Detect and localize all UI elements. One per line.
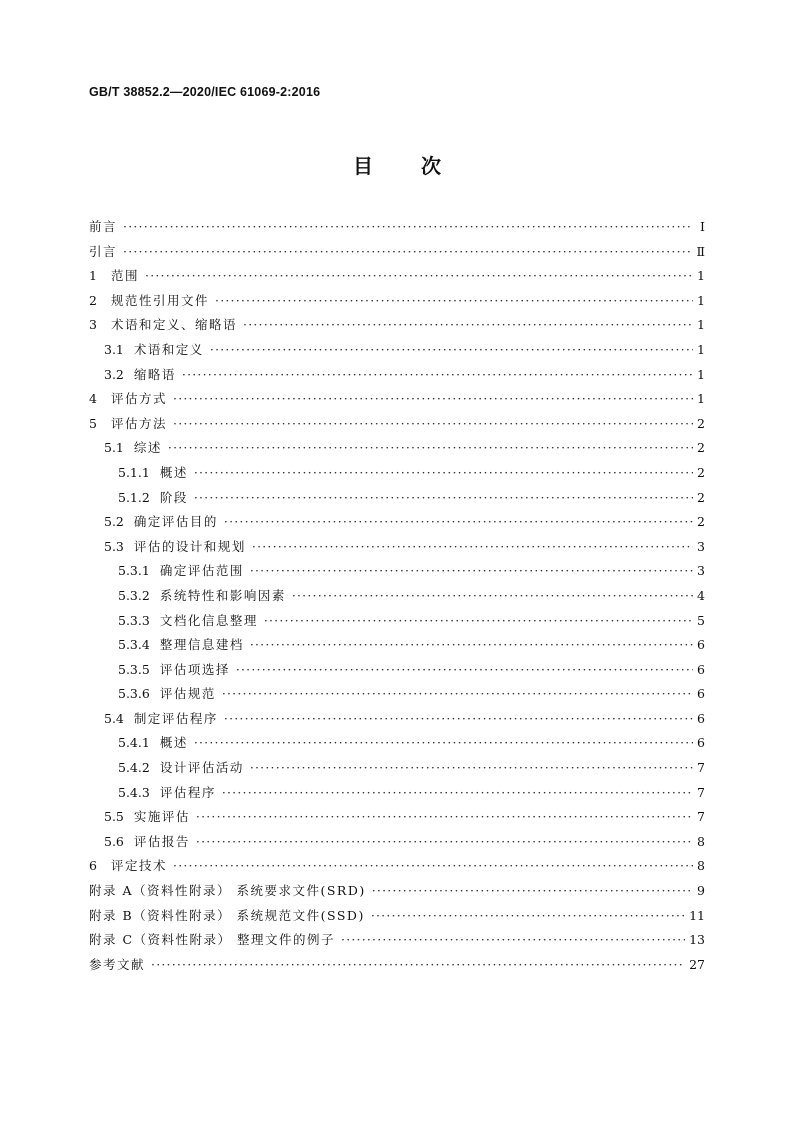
toc-dot-leader [123,240,692,265]
toc-dot-leader [196,805,693,830]
toc-entry-page-number: 3 [697,563,705,579]
toc-dot-leader [372,879,693,904]
toc-entry[interactable] [89,240,705,265]
toc-dot-leader [236,658,693,683]
toc-entry-title: 术语和定义、缩略语 [111,317,238,333]
document-code: GB/T 38852.2—2020/IEC 61069-2:2016 [89,85,321,99]
toc-entry-page-number: 2 [697,514,705,530]
toc-entry-number: 3 [89,317,97,333]
toc-entry-number: 5.3.2 [118,587,150,603]
toc-entry-page-number: 5 [697,612,705,628]
toc-entry-page-number: 9 [697,883,705,899]
toc-entry[interactable] [89,658,705,683]
page-title [0,150,794,179]
toc-entry-title: 附录 B（资料性附录） 系统规范文件(SSD) [89,907,365,923]
toc-entry-number: 5.2 [104,514,124,530]
toc-entry-title: 综述 [133,440,162,456]
toc-entry-page-number: 1 [697,341,705,357]
toc-entry[interactable] [89,289,705,314]
toc-dot-leader [173,412,693,437]
toc-entry[interactable] [89,904,705,929]
toc-entry-number: 2 [89,292,97,308]
toc-entry-title: 确定评估目的 [133,514,218,530]
toc-entry-page-number: 7 [697,760,705,776]
toc-entry[interactable] [89,609,705,634]
toc-dot-leader [151,953,685,978]
toc-dot-leader [168,436,693,461]
toc-entry-page-number: 13 [689,932,705,948]
toc-entry[interactable] [89,486,705,511]
toc-entry-number: 3.1 [104,341,124,357]
page-title-char-1: 目 [353,154,373,178]
toc-entry-number: 5.3.4 [118,637,150,653]
toc-entry-number: 6 [89,858,97,874]
toc-entry-page-number: 8 [697,833,705,849]
toc-entry-page-number: 2 [697,464,705,480]
toc-entry[interactable] [89,781,705,806]
toc-entry[interactable] [89,510,705,535]
toc-entry[interactable] [89,535,705,560]
toc-dot-leader [194,461,693,486]
toc-entry-title: 文档化信息整理 [159,612,258,628]
toc-entry[interactable] [89,731,705,756]
toc-entry-title: 确定评估范围 [159,563,244,579]
toc-entry[interactable] [89,805,705,830]
toc-entry[interactable] [89,436,705,461]
toc-entry-title: 评估方法 [111,415,168,431]
toc-entry[interactable] [89,633,705,658]
toc-entry-page-number: 7 [697,809,705,825]
toc-entry-title: 概述 [159,464,188,480]
toc-entry-title: 评估报告 [133,833,190,849]
toc-entry-title: 概述 [159,735,188,751]
toc-entry[interactable] [89,682,705,707]
toc-entry-title: 实施评估 [133,809,190,825]
toc-entry-page-number: 2 [697,440,705,456]
toc-entry-page-number: 1 [697,317,705,333]
toc-entry[interactable] [89,363,705,388]
toc-entry-title: 整理信息建档 [159,637,244,653]
toc-entry[interactable] [89,756,705,781]
toc-entry[interactable] [89,264,705,289]
toc-entry-number: 5.4.2 [118,760,150,776]
toc-entry-page-number: 2 [697,489,705,505]
toc-entry-number: 5.3.6 [118,686,150,702]
toc-entry-page-number: 3 [697,538,705,554]
toc-entry-title: 附录 C（资料性附录） 整理文件的例子 [89,932,336,948]
toc-entry-page-number: 27 [689,956,705,972]
toc-entry-page-number: 1 [697,366,705,382]
toc-entry-title: 附录 A（资料性附录） 系统要求文件(SRD) [89,883,366,899]
toc-dot-leader [210,338,693,363]
toc-dot-leader [123,215,693,240]
toc-entry-page-number: 6 [697,735,705,751]
toc-entry-title: 规范性引用文件 [111,292,210,308]
toc-entry-page-number: 1 [697,391,705,407]
toc-entry[interactable] [89,338,705,363]
toc-entry-page-number: 4 [697,587,705,603]
toc-dot-leader [250,756,693,781]
toc-entry-page-number: 8 [697,858,705,874]
toc-entry-number: 5.3 [104,538,124,554]
toc-entry-title: 评定技术 [111,858,168,874]
toc-dot-leader [292,584,693,609]
toc-entry-title: 系统特性和影响因素 [159,587,286,603]
toc-dot-leader [264,609,693,634]
toc-entry[interactable] [89,215,705,240]
toc-entry-number: 5.3.1 [118,563,150,579]
toc-dot-leader [250,633,693,658]
page-title-char-2: 次 [421,154,441,178]
toc-entry-page-number: 1 [697,268,705,284]
toc-dot-leader [243,313,693,338]
toc-entry-page-number: 11 [689,907,705,923]
toc-entry[interactable] [89,313,705,338]
toc-entry-number: 1 [89,268,97,284]
toc-entry-page-number: 7 [697,784,705,800]
toc-entry-title: 评估规范 [159,686,216,702]
toc-entry-page-number: 2 [697,415,705,431]
toc-dot-leader [222,781,693,806]
toc-dot-leader [196,830,693,855]
toc-entry-number: 5.3.5 [118,661,150,677]
toc-entry-page-number: 6 [697,710,705,726]
toc-entry[interactable] [89,387,705,412]
toc-dot-leader [371,904,685,929]
toc-dot-leader [250,559,693,584]
table-of-contents [89,215,705,977]
toc-entry-number: 5.1.2 [118,489,150,505]
toc-entry-title: 范围 [111,268,140,284]
toc-dot-leader [224,707,693,732]
toc-entry-title: 前言 [89,219,118,234]
toc-entry-title: 评估项选择 [159,661,230,677]
toc-entry-page-number: Ⅰ [700,219,705,234]
toc-entry-title: 设计评估活动 [159,760,244,776]
toc-entry[interactable] [89,928,705,953]
toc-dot-leader [194,731,693,756]
toc-entry-number: 3.2 [104,366,124,382]
toc-entry-number: 5.3.3 [118,612,150,628]
toc-entry-title: 评估方式 [111,391,168,407]
toc-entry-page-number: 6 [697,661,705,677]
toc-entry-number: 4 [89,391,97,407]
toc-dot-leader [215,289,693,314]
toc-dot-leader [194,486,693,511]
toc-dot-leader [173,387,693,412]
toc-dot-leader [252,535,693,560]
toc-entry-number: 5.4.1 [118,735,150,751]
toc-entry-title: 参考文献 [89,956,146,972]
toc-entry[interactable] [89,461,705,486]
toc-entry[interactable] [89,412,705,437]
toc-entry-title: 术语和定义 [133,341,204,357]
toc-entry-number: 5.6 [104,833,124,849]
toc-entry[interactable] [89,707,705,732]
toc-entry[interactable] [89,879,705,904]
toc-dot-leader [222,682,693,707]
toc-entry[interactable] [89,854,705,879]
toc-entry[interactable] [89,830,705,855]
toc-entry-number: 5.5 [104,809,124,825]
toc-dot-leader [173,854,693,879]
toc-entry[interactable] [89,584,705,609]
toc-entry-title: 缩略语 [133,366,176,382]
toc-entry-page-number: 6 [697,637,705,653]
toc-entry-title: 阶段 [159,489,188,505]
toc-entry-title: 引言 [89,243,118,259]
toc-entry-number: 5.4.3 [118,784,150,800]
toc-entry-page-number: Ⅱ [696,243,705,259]
toc-entry-number: 5.1.1 [118,464,150,480]
toc-entry-title: 评估的设计和规划 [133,538,246,554]
toc-entry-page-number: 1 [697,292,705,308]
toc-dot-leader [145,264,693,289]
toc-entry[interactable] [89,953,705,978]
toc-entry-title: 制定评估程序 [133,710,218,726]
toc-entry-number: 5 [89,415,97,431]
toc-dot-leader [224,510,693,535]
toc-dot-leader [341,928,685,953]
toc-dot-leader [182,363,693,388]
toc-entry-title: 评估程序 [159,784,216,800]
toc-entry-number: 5.4 [104,710,124,726]
toc-entry[interactable] [89,559,705,584]
toc-entry-number: 5.1 [104,440,124,456]
toc-entry-page-number: 6 [697,686,705,702]
